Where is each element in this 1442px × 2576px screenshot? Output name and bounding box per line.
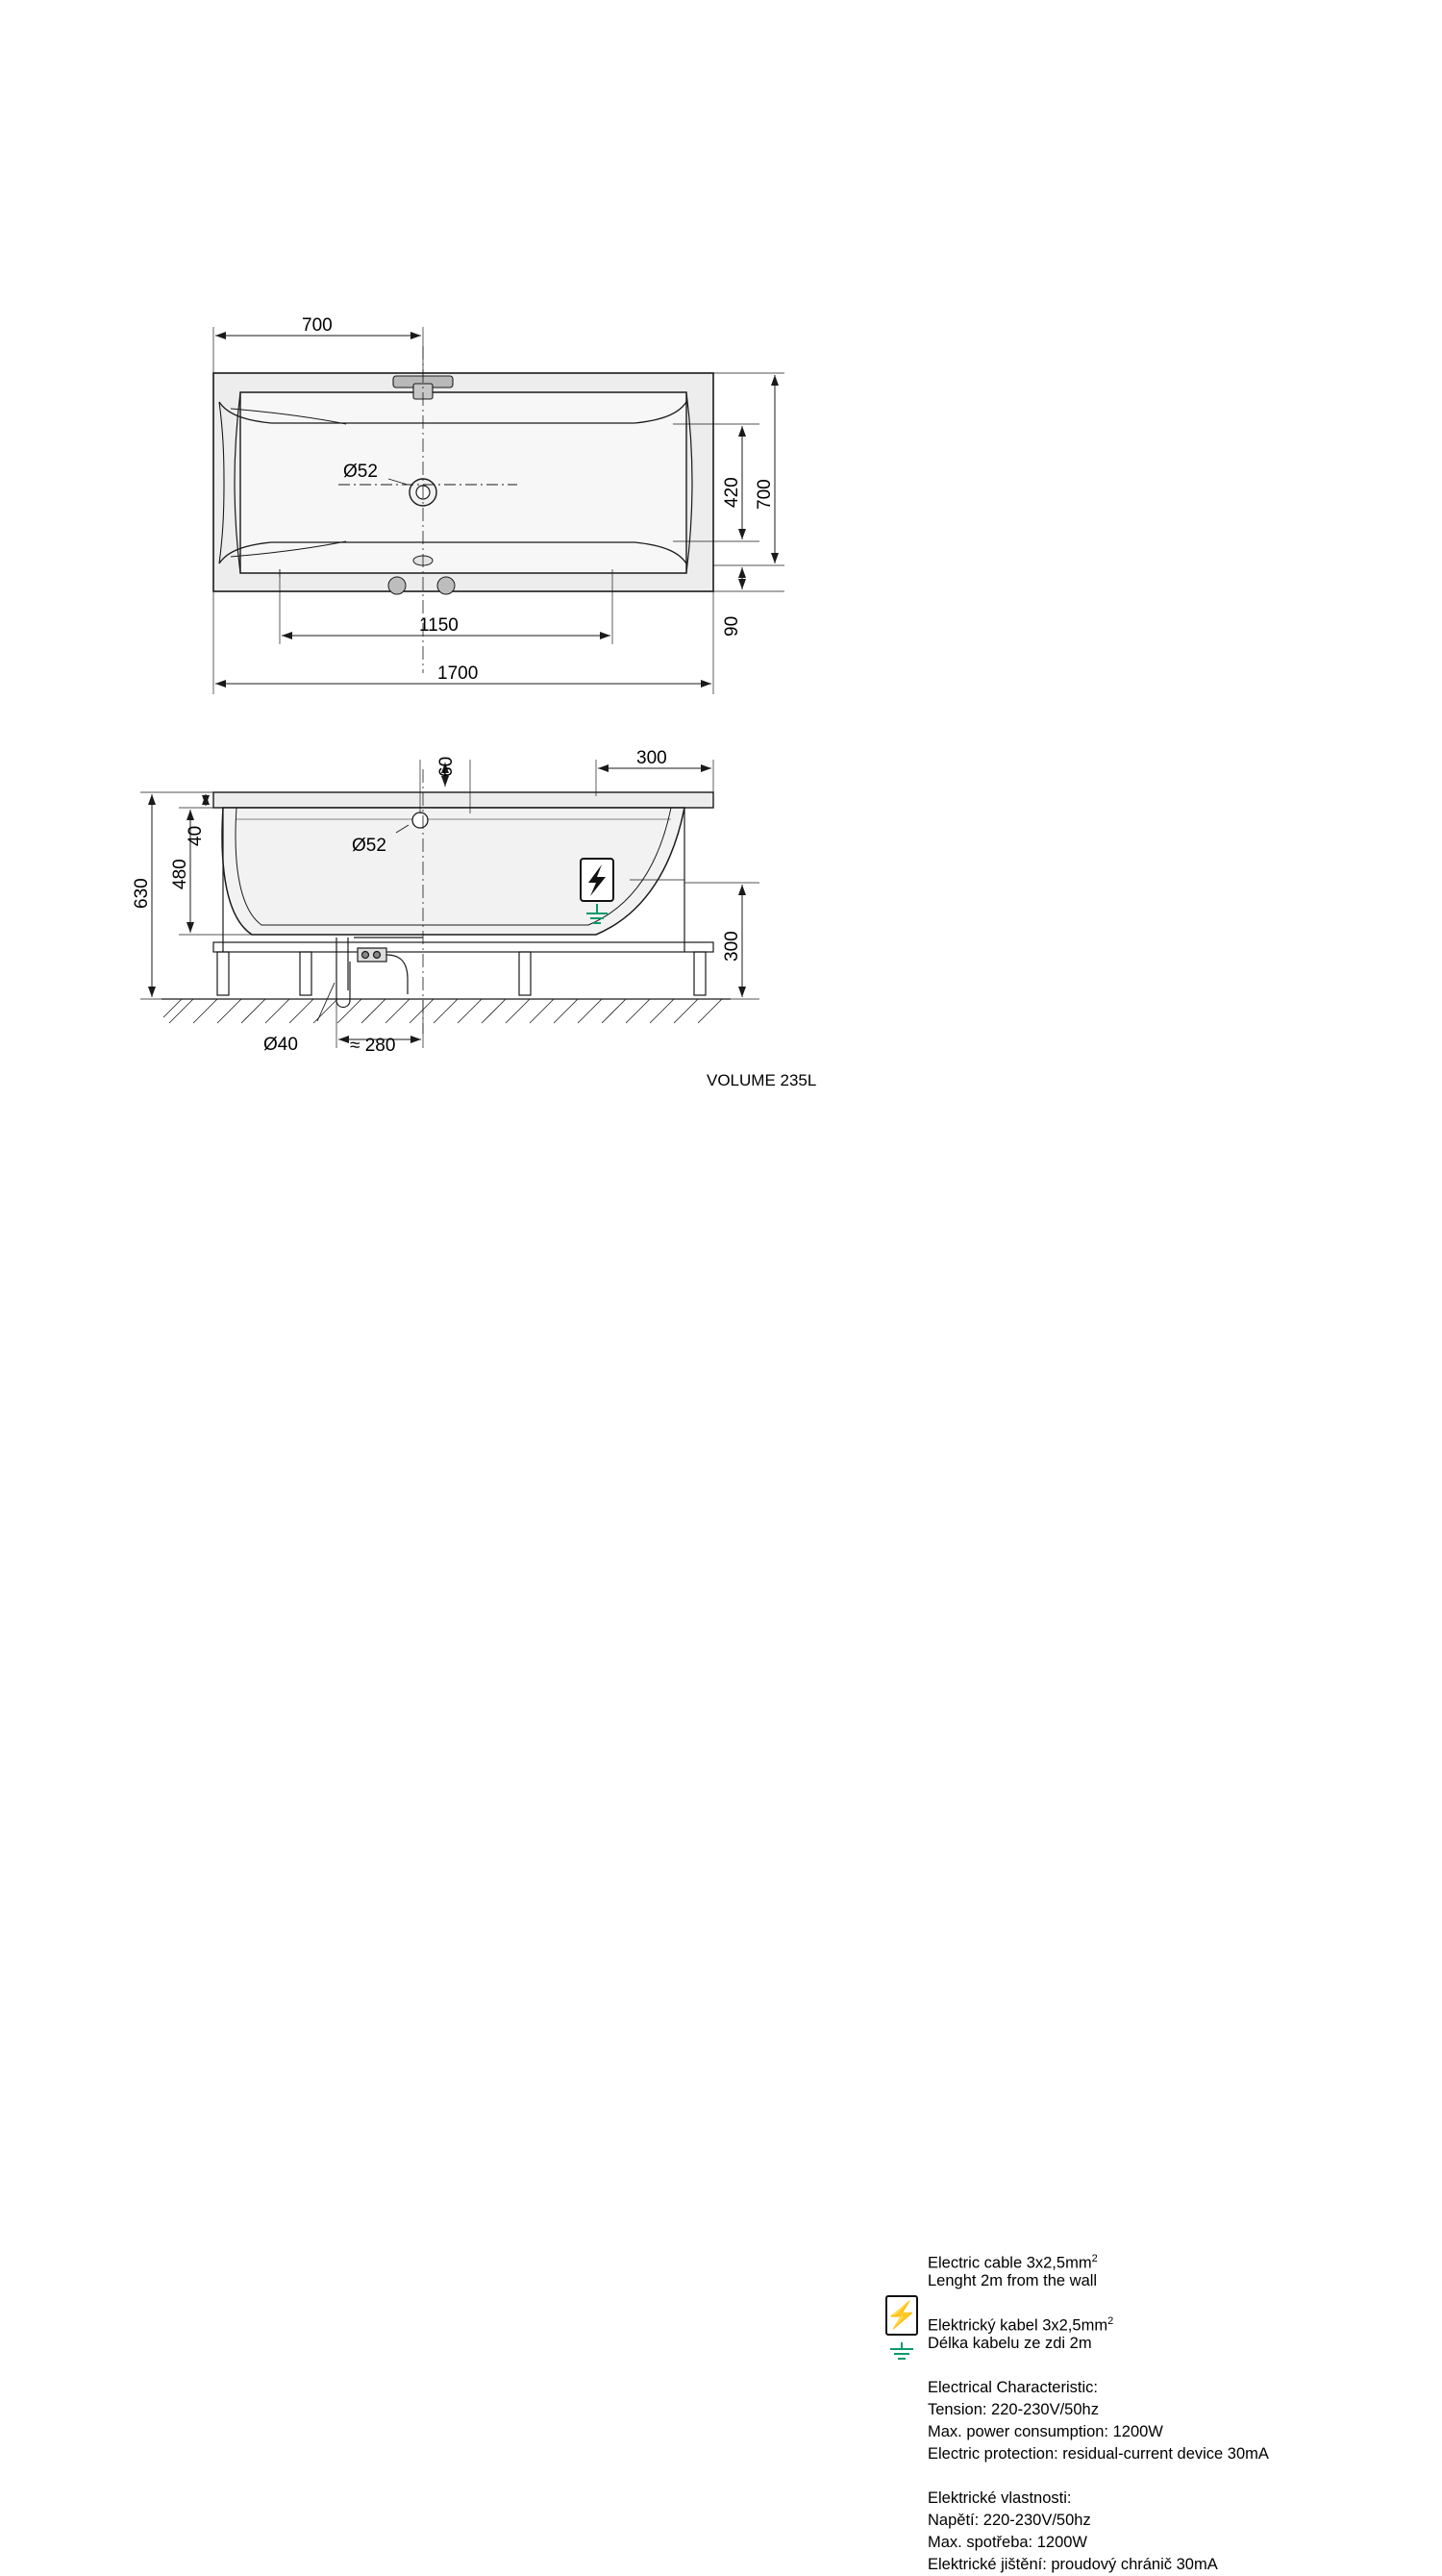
bolt-glyph: ⚡ [885,2303,918,2329]
spec-en-heading: Electrical Characteristic: [928,2377,1098,2399]
dim-60: 60 [436,757,457,777]
dim-1700: 1700 [437,663,478,684]
spec-en-line-2: Max. power consumption: 1200W [928,2421,1163,2443]
spec-cz-cable-line1: Elektrický kabel $3x2,5mm^2$ [928,2311,1113,2338]
spec-en-line-3: Electric protection: residual-current device 30mA [928,2443,1269,2465]
top-view-group [213,315,784,694]
dim-300-right: 300 [722,931,742,962]
spec-en-cable-line2: Lenght 2m from the wall [928,2270,1097,2292]
dim-300-top: 300 [636,748,667,768]
dim-1150: 1150 [419,615,459,636]
earth-ground-icon [885,2341,918,2363]
side-view-group [132,748,759,1056]
dim-40: 40 [186,826,206,846]
dim-630: 630 [132,878,152,909]
volume-label: VOLUME 235L [707,1071,816,1090]
dim-480: 480 [170,859,190,889]
spec-en-cable-line1: Electric cable $3x2,5mm^2$ [928,2248,1098,2275]
dim-280: ≈ 280 [350,1036,395,1056]
spec-cz-line-2: Max. spotřeba: 1200W [928,2532,1087,2554]
dim-700-top: 700 [302,315,333,336]
dim-90: 90 [722,616,742,637]
dim-d52-side: Ø52 [352,836,386,856]
spec-cz-line-1: Napětí: 220-230V/50hz [928,2510,1091,2532]
dim-d40: Ø40 [263,1035,298,1055]
spec-en-line-1: Tension: 220-230V/50hz [928,2399,1099,2421]
dim-700-right: 700 [755,479,775,510]
dim-d52-top: Ø52 [343,462,378,482]
spec-cz-heading: Elektrické vlastnosti: [928,2488,1071,2510]
spec-cz-cable-line2: Délka kabelu ze zdi 2m [928,2333,1092,2355]
spec-cz-line-3: Elektrické jištění: proudový chránič 30mA [928,2554,1218,2576]
dim-420: 420 [722,477,742,508]
lightning-bolt-icon [885,2295,918,2336]
